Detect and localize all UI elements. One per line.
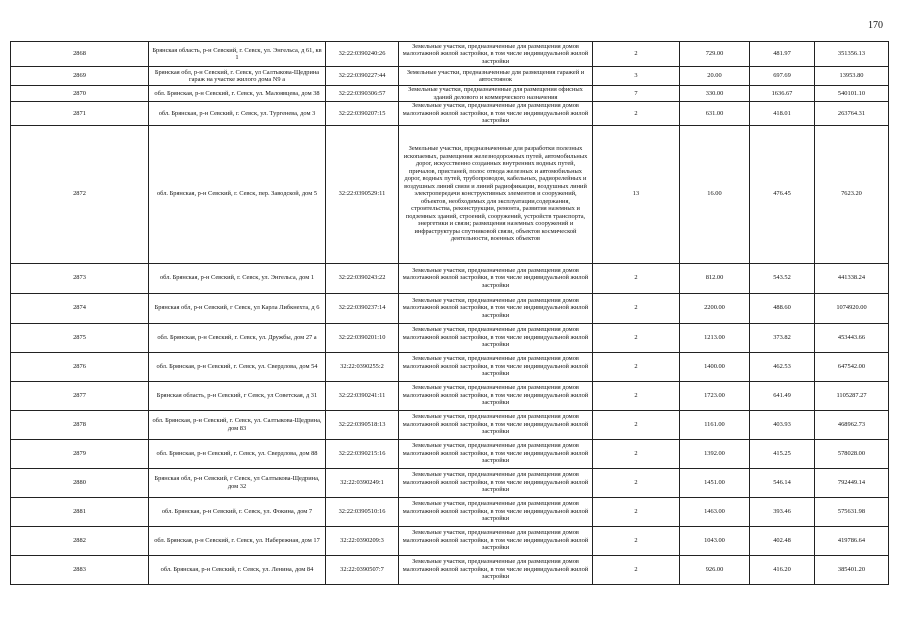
table-row [11, 323, 889, 352]
table-row [11, 468, 889, 497]
cadastral-value-cell: 468962.73 [815, 410, 889, 439]
table-row [11, 42, 889, 67]
cadastral-number-cell: 32:22:0390529:11 [326, 125, 399, 263]
cadastral-value-cell: 385401.20 [815, 555, 889, 584]
use-group-cell: 2 [593, 102, 680, 126]
area-cell: 1043.00 [680, 526, 750, 555]
use-group-cell: 2 [593, 323, 680, 352]
page-number: 170 [868, 20, 883, 31]
cadastral-number-cell: 32:22:0390215:16 [326, 439, 399, 468]
row-number: 2879 [11, 439, 149, 468]
use-group-cell: 2 [593, 381, 680, 410]
area-cell: 729.00 [680, 42, 750, 67]
land-use-cell: Земельные участки, предназначенные для размещения офисных зданий делового и коммерческого назначения [399, 86, 593, 102]
unit-value-cell: 476.45 [750, 125, 815, 263]
cadastral-value-cell: 575631.98 [815, 497, 889, 526]
use-group-cell: 13 [593, 125, 680, 263]
row-number: 2882 [11, 526, 149, 555]
cadastral-number-cell: 32:22:0390507:7 [326, 555, 399, 584]
area-cell: 2200.00 [680, 293, 750, 323]
address-cell: обл. Брянская, р-н Севский, г. Севск, ул. Свердлова, дом 54 [149, 352, 326, 381]
use-group-cell: 2 [593, 410, 680, 439]
use-group-cell: 2 [593, 526, 680, 555]
land-use-cell: Земельные участки, предназначенные для размещения домов малоэтажной жилой застройки, в том числе индивидуальной жилой застройки [399, 555, 593, 584]
use-group-cell: 2 [593, 293, 680, 323]
table-body [11, 42, 889, 585]
row-number: 2876 [11, 352, 149, 381]
area-cell: 1723.00 [680, 381, 750, 410]
land-use-cell: Земельные участки, предназначенные для размещения домов малоэтажной жилой застройки, в том числе индивидуальной жилой застройки [399, 526, 593, 555]
table-row [11, 410, 889, 439]
cadastral-value-cell: 263764.31 [815, 102, 889, 126]
address-cell: Брянская область, р-н Севский, г. Севск, ул. Энгельса, д 61, кв 1 [149, 42, 326, 67]
cadastral-number-cell: 32:22:0390227:44 [326, 67, 399, 86]
use-group-cell: 2 [593, 439, 680, 468]
land-use-cell: Земельные участки, предназначенные для размещения домов малоэтажной жилой застройки, в том числе индивидуальной жилой застройки [399, 352, 593, 381]
cadastral-value-cell: 647542.00 [815, 352, 889, 381]
table-row [11, 67, 889, 86]
cadastral-value-cell: 7623.20 [815, 125, 889, 263]
use-group-cell: 7 [593, 86, 680, 102]
row-number: 2869 [11, 67, 149, 86]
land-use-cell: Земельные участки, предназначенные для размещения домов малоэтажной жилой застройки, в том числе индивидуальной жилой застройки [399, 323, 593, 352]
cadastral-number-cell: 32:22:0390209:3 [326, 526, 399, 555]
row-number: 2878 [11, 410, 149, 439]
use-group-cell: 3 [593, 67, 680, 86]
area-cell: 20.00 [680, 67, 750, 86]
unit-value-cell: 403.93 [750, 410, 815, 439]
address-cell: обл. Брянская, р-н Севский, г. Севск, пер. Заводской, дом 5 [149, 125, 326, 263]
area-cell: 812.00 [680, 263, 750, 293]
address-cell: обл. Брянская, р-н Севский, г. Севск, ул. Фокина, дом 7 [149, 497, 326, 526]
land-use-cell: Земельные участки, предназначенные для размещения гаражей и автостоянок [399, 67, 593, 86]
table-row [11, 263, 889, 293]
unit-value-cell: 402.48 [750, 526, 815, 555]
table-row [11, 381, 889, 410]
unit-value-cell: 1636.67 [750, 86, 815, 102]
table-row [11, 293, 889, 323]
row-number: 2868 [11, 42, 149, 67]
row-number: 2883 [11, 555, 149, 584]
cadastral-number-cell: 32:22:0390243:22 [326, 263, 399, 293]
unit-value-cell: 481.97 [750, 42, 815, 67]
cadastral-number-cell: 32:22:0390518:13 [326, 410, 399, 439]
area-cell: 1213.00 [680, 323, 750, 352]
cadastral-value-cell: 351356.13 [815, 42, 889, 67]
land-use-cell: Земельные участки, предназначенные для размещения домов малоэтажной жилой застройки, в том числе индивидуальной жилой застройки [399, 468, 593, 497]
land-use-cell: Земельные участки, предназначенные для размещения домов малоэтажной жилой застройки, в том числе индивидуальной жилой застройки [399, 293, 593, 323]
unit-value-cell: 462.53 [750, 352, 815, 381]
area-cell: 330.00 [680, 86, 750, 102]
area-cell: 1161.00 [680, 410, 750, 439]
row-number: 2875 [11, 323, 149, 352]
table-row [11, 526, 889, 555]
address-cell: обл. Брянская, р-н Севский, г. Севск, ул. Салтыкова-Щедрина, дом 83 [149, 410, 326, 439]
use-group-cell: 2 [593, 263, 680, 293]
cadastral-value-table [10, 41, 889, 585]
unit-value-cell: 543.52 [750, 263, 815, 293]
table-row [11, 439, 889, 468]
cadastral-value-cell: 453443.66 [815, 323, 889, 352]
row-number: 2877 [11, 381, 149, 410]
cadastral-number-cell: 32:22:0390510:16 [326, 497, 399, 526]
area-cell: 1392.00 [680, 439, 750, 468]
address-cell: Брянская обл, р-н Севский, г. Севск, ул Салтыкова-Щедрина гараж на участке жилого дома N9 а [149, 67, 326, 86]
area-cell: 1451.00 [680, 468, 750, 497]
cadastral-value-cell: 441338.24 [815, 263, 889, 293]
unit-value-cell: 488.60 [750, 293, 815, 323]
table-row [11, 497, 889, 526]
use-group-cell: 2 [593, 497, 680, 526]
cadastral-value-cell: 578028.00 [815, 439, 889, 468]
cadastral-value-cell: 1074920.00 [815, 293, 889, 323]
unit-value-cell: 418.01 [750, 102, 815, 126]
use-group-cell: 2 [593, 468, 680, 497]
row-number: 2873 [11, 263, 149, 293]
unit-value-cell: 546.14 [750, 468, 815, 497]
cadastral-number-cell: 32:22:0390237:14 [326, 293, 399, 323]
address-cell: обл. Брянская, р-н Севский, г. Севск, ул. Энгельса, дом 1 [149, 263, 326, 293]
area-cell: 1400.00 [680, 352, 750, 381]
address-cell: обл. Брянская, р-н Севский, г. Севск, ул. Малоявцева, дом 38 [149, 86, 326, 102]
cadastral-value-cell: 792449.14 [815, 468, 889, 497]
use-group-cell: 2 [593, 352, 680, 381]
table-row [11, 352, 889, 381]
table-row [11, 555, 889, 584]
address-cell: обл. Брянская, р-н Севский, г. Севск, ул. Ленина, дом 84 [149, 555, 326, 584]
address-cell: обл. Брянская, р-н Севский, г. Севск, ул. Набережная, дом 17 [149, 526, 326, 555]
unit-value-cell: 416.20 [750, 555, 815, 584]
cadastral-number-cell: 32:22:0390241:11 [326, 381, 399, 410]
area-cell: 926.00 [680, 555, 750, 584]
row-number: 2871 [11, 102, 149, 126]
table-row [11, 102, 889, 126]
cadastral-number-cell: 32:22:0390255:2 [326, 352, 399, 381]
cadastral-number-cell: 32:22:0390249:1 [326, 468, 399, 497]
table-row [11, 86, 889, 102]
address-cell: Брянская обл, р-н Севский, г Севск, ул Салтыкова-Щедрина, дом 32 [149, 468, 326, 497]
address-cell: обл. Брянская, р-н Севский, г. Севск, ул. Тургенева, дом 3 [149, 102, 326, 126]
row-number: 2881 [11, 497, 149, 526]
address-cell: Брянская область, р-н Севский, г Севск, ул Советская, д 31 [149, 381, 326, 410]
cadastral-value-cell: 419786.64 [815, 526, 889, 555]
land-use-cell: Земельные участки, предназначенные для размещения домов малоэтажной жилой застройки, в том числе индивидуальной жилой застройки [399, 439, 593, 468]
area-cell: 1463.00 [680, 497, 750, 526]
cadastral-value-cell: 13953.80 [815, 67, 889, 86]
row-number: 2874 [11, 293, 149, 323]
table-row [11, 125, 889, 263]
land-use-cell: Земельные участки, предназначенные для размещения домов малоэтажной жилой застройки, в том числе индивидуальной жилой застройки [399, 410, 593, 439]
land-use-cell: Земельные участки, предназначенные для размещения домов малоэтажной жилой застройки, в том числе индивидуальной жилой застройки [399, 381, 593, 410]
land-use-cell: Земельные участки, предназначенные для размещения домов малоэтажной жилой застройки, в том числе индивидуальной жилой застройки [399, 263, 593, 293]
cadastral-value-cell: 1105287.27 [815, 381, 889, 410]
unit-value-cell: 373.82 [750, 323, 815, 352]
land-use-cell: Земельные участки, предназначенные для размещения домов малоэтажной жилой застройки, в том числе индивидуальной жилой застройки [399, 42, 593, 67]
address-cell: обл. Брянская, р-н Севский, г. Севск, ул. Свердлова, дом 88 [149, 439, 326, 468]
address-cell: Брянская обл, р-н Севский, г Севск, ул Карла Либкнехта, д 6 [149, 293, 326, 323]
cadastral-number-cell: 32:22:0390306:57 [326, 86, 399, 102]
land-use-cell: Земельные участки, предназначенные для разработки полезных ископаемых, размещения железнодорожных путей, автомобильных дорог, искусственно созданных внутренних водных путей, причалов, пристаней, полос отвода железных и автомобильных дорог, водных путей, трубопроводов, кабельных, радиорелейных и воздушных линий связи и линий радиофикации, воздушных линий электропередачи конструктивных элементов и сооружений, объектов, необходимых для эксплуатации,содержания, строительства, реконструкции, ремонта, развития наземных и подземных зданий, строений, сооружений, устройств транспорта, энергетики и связи; размещения наземных сооружений и инфраструктуры спутниковой связи, объектов космической деятельности, военных объектов [399, 125, 593, 263]
use-group-cell: 2 [593, 42, 680, 67]
row-number: 2870 [11, 86, 149, 102]
address-cell: обл. Брянская, р-н Севский, г. Севск, ул. Дружбы, дом 27 а [149, 323, 326, 352]
cadastral-number-cell: 32:22:0390207:15 [326, 102, 399, 126]
unit-value-cell: 393.46 [750, 497, 815, 526]
area-cell: 631.00 [680, 102, 750, 126]
use-group-cell: 2 [593, 555, 680, 584]
cadastral-value-cell: 540101.10 [815, 86, 889, 102]
unit-value-cell: 697.69 [750, 67, 815, 86]
land-use-cell: Земельные участки, предназначенные для размещения домов малоэтажной жилой застройки, в том числе индивидуальной жилой застройки [399, 497, 593, 526]
area-cell: 16.00 [680, 125, 750, 263]
unit-value-cell: 641.49 [750, 381, 815, 410]
cadastral-number-cell: 32:22:0390201:10 [326, 323, 399, 352]
row-number: 2872 [11, 125, 149, 263]
cadastral-number-cell: 32:22:0390240:26 [326, 42, 399, 67]
land-use-cell: Земельные участки, предназначенные для размещения домов малоэтажной жилой застройки, в том числе индивидуальной жилой застройки [399, 102, 593, 126]
row-number: 2880 [11, 468, 149, 497]
unit-value-cell: 415.25 [750, 439, 815, 468]
